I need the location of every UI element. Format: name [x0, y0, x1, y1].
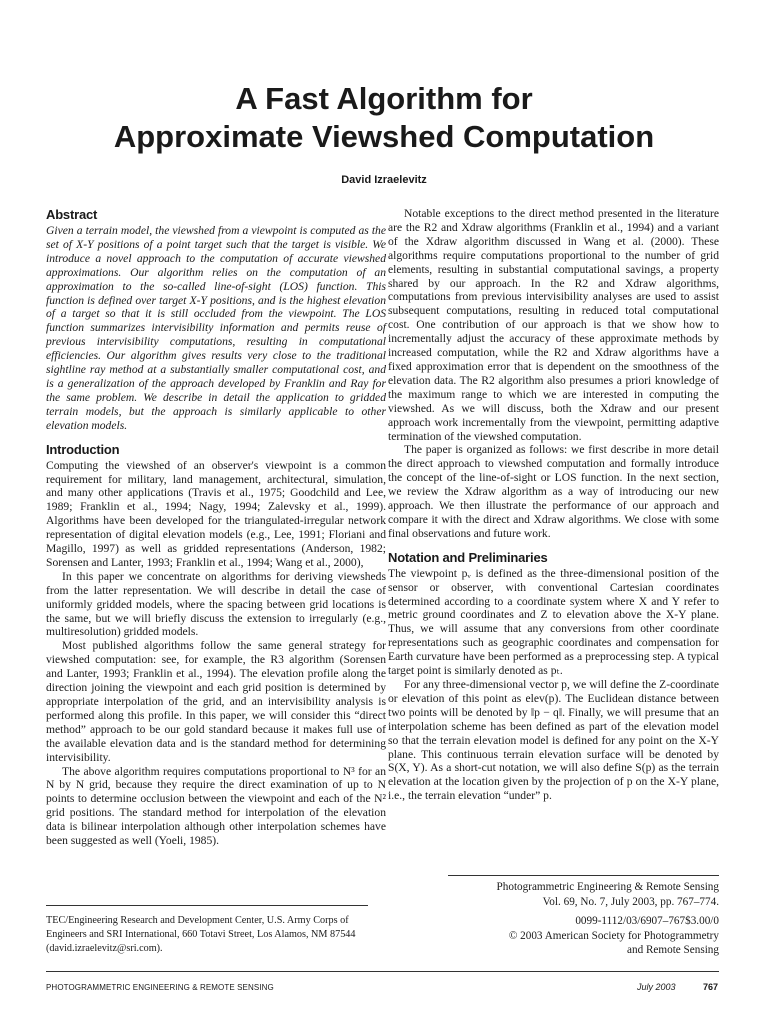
journal-name: Photogrammetric Engineering & Remote Sensing	[496, 881, 719, 893]
footer-rule	[46, 971, 719, 972]
body-paragraph: Notable exceptions to the direct method presented in the literature are the R2 and Xdraw algorithms (Franklin et al., 1994) and a variant of the Xdraw algorithm discussed in Wang et al. (2000). These algorithms require computations proportional to the number of grid elements, resulting in substantial computational savings, a property shared by our approach. In the R2 and Xdraw algorithms, computations from previous intervisibility analyses are used to assist subsequent computations, resulting in reduced total computational cost. One contribution of our approach is that we show how to incrementally adjust the accuracy of these approximate methods by increased computation, while the R2 and Xdraw algorithms have a fixed approximation error that is dependent on the smoothness of the elevation data. The R2 algorithm also presumes a priori knowledge of the maximum range to which we are interested in computing the viewshed. As we will discuss, both the Xdraw and our present approach work incrementally from the viewpoint, permitting adaptive termination of the viewshed computation.	[388, 207, 719, 443]
notation-paragraph: The viewpoint pᵥ is defined as the three-dimensional position of the sensor or observer, with conventional Cartesian coordinates determined according to a coordinate system where X and Y refer to metric ground coordinates and Z to elevation above the X-Y plane. Thus, we will assume that any conversions from other coordinate representations such as geographic coordinates and compensation for Earth curvature have been performed as a preprocessing step. A typical target point is similarly denoted as pₜ.	[388, 566, 719, 678]
abstract-heading: Abstract	[46, 207, 98, 222]
footer-journal: PHOTOGRAMMETRIC ENGINEERING & REMOTE SENSING	[46, 983, 274, 992]
introduction-heading: Introduction	[46, 441, 120, 457]
publication-info	[448, 875, 719, 958]
abstract-text: Given a terrain model, the viewshed from a viewpoint is computed as the set of X-Y positions of a point target such that the target is visible. We introduce a novel approach to the computation of accurate viewshed approximations. Our algorithm relies on the computation of an approximation to the so-called line-of-sight (LOS) function. This function is defined over target X-Y positions, and is the highest elevation of a target so that it is still occluded from the viewpoint. The LOS function summarizes intervisibility information and permits reuse of previous intervisibility computations, resulting in computational efficiencies. Our algorithm gives results very close to the traditional sightline ray method at a substantially smaller computational cost, and is a generalization of the approach developed by Franklin and Ray for the same problem. We describe in detail the application to gridded terrain models, but the approach is similarly applicable to other elevation models.	[46, 224, 386, 432]
left-column	[46, 207, 386, 848]
page-number: 767	[703, 982, 719, 992]
copyright-line: and Remote Sensing	[627, 944, 719, 956]
body-paragraph: The paper is organized as follows: we first describe in more detail the direct approach to viewshed computation and formally introduce the concept of the line-of-sight or LOS function. In the next section, we review the Xdraw algorithm as a way of introducing our new approach. We then illustrate the performance of our approach and compare it with the direct and Xdraw algorithms. We close with some final observations and future work.	[388, 443, 719, 540]
footer-date: July 2003	[637, 982, 676, 992]
paper-title-line-1: A Fast Algorithm for	[235, 81, 533, 116]
intro-paragraph: The above algorithm requires computations proportional to N³ for an N by N grid, because they require the direct examination of up to N points to determine occlusion between the viewpoint and each of the N² grid positions. The standard method for interpolation of the elevation data is bilinear interpolation although other interpolation schemes have been suggested as well (Yoeli, 1985).	[46, 764, 386, 848]
notation-heading: Notation and Preliminaries	[388, 549, 548, 565]
paper-title-line-2: Approximate Viewshed Computation	[113, 119, 655, 154]
intro-paragraph: In this paper we concentrate on algorithms for deriving viewsheds from the latter representation. We will describe in detail the case of uniformly gridded models, where the spacing between grid locations is the same, but we will briefly discuss the extension to irregularly (e.g., multiresolution) gridded models.	[46, 569, 386, 639]
intro-paragraph: Most published algorithms follow the same general strategy for viewshed computation: see, for example, the R3 algorithm (Sorensen and Lanter, 1993; Franklin et al., 1994). The elevation profile along the direction joining the viewpoint and each grid position is determined by appropriate interpolation of the grid, and an intervisibility analysis is performed along this profile. In this paper, we will consider this “direct method” approach to be our gold standard because it makes full use of the available elevation data and is the standard method for determining intervisibility.	[46, 639, 386, 764]
journal-volume: Vol. 69, No. 7, July 2003, pp. 767–774.	[542, 895, 719, 908]
copyright-line: © 2003 American Society for Photogrammetry	[508, 929, 719, 942]
author-affiliation: TEC/Engineering Research and Development Center, U.S. Army Corps of Engineers and SRI International, 660 Totavi Street, Los Alamos, NM 87544 (david.izraelevitz@sri.com).	[46, 905, 368, 956]
author-name: David Izraelevitz	[341, 174, 427, 186]
publication-code: 0099-1112/03/6907–767$3.00/0	[575, 915, 719, 927]
intro-paragraph: Computing the viewshed of an observer's viewpoint is a common requirement for military, land management, architectural, simulation, and many other applications (Travis et al., 1975; Goodchild and Lee, 1989; Franklin et al., 1994; Nagy, 1994; Zalevsky et al., 1999). Algorithms have been developed for the triangulated-irregular network representation of digital elevation models (e.g., Lee, 1991; Floriani and Magillo, 1997) as well as gridded representations (Anderson, 1982; Sorensen and Lanter, 1993; Franklin et al., 1994; Wang et al., 2000),	[46, 458, 386, 569]
right-column	[388, 207, 719, 803]
notation-paragraph: For any three-dimensional vector p, we will define the Z-coordinate or elevation of this point as elev(p). The Euclidean distance between two points will be denoted by ‖p − q‖. Finally, we will presume that an interpolation scheme has been defined as part of the elevation model so that the terrain elevation model is defined for any point on the X-Y plane. This continuous terrain elevation surface will be denoted by S(X, Y). As a short-cut notation, we will also define S(p) as the terrain elevation at the location given by the projection of p on the X-Y plane, i.e., the terrain elevation “under” p.	[388, 678, 719, 803]
